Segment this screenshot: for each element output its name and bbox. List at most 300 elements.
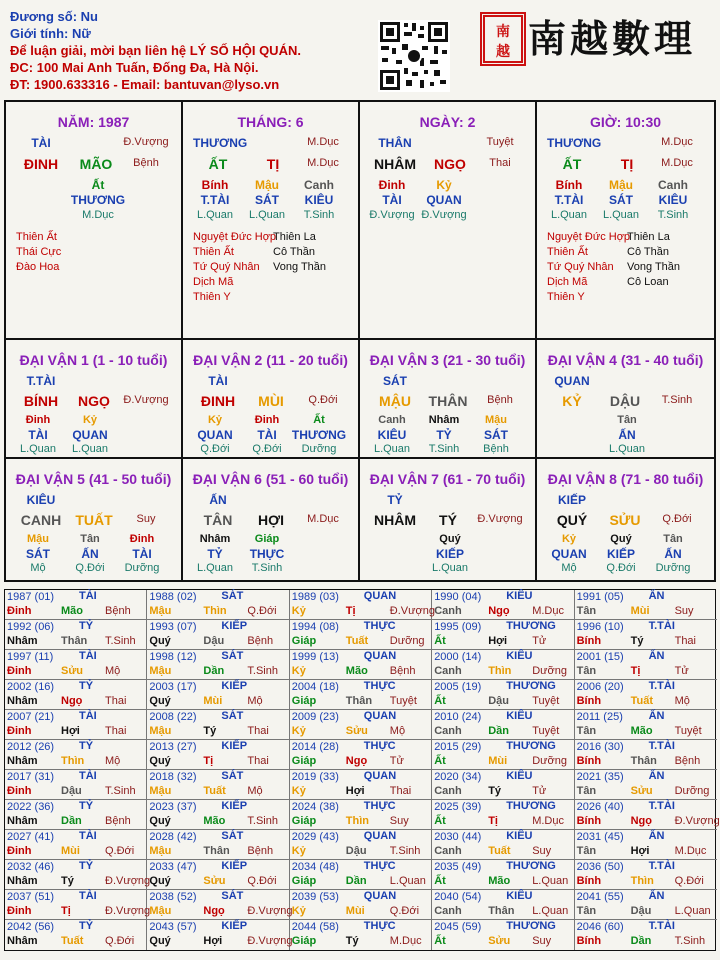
hidden-god: SÁT [255, 193, 279, 207]
year-can: Mậu [149, 725, 172, 737]
year-state: Thai [105, 695, 127, 707]
than-sat-star: Thiên La [627, 231, 670, 243]
hidden-stem: Bính [555, 178, 583, 192]
year-can: Đinh [7, 605, 32, 617]
year-chi: Thân [488, 905, 515, 917]
pillar-can-god: THƯƠNG [547, 136, 602, 150]
hidden-state: M.Dục [82, 209, 114, 221]
year-label: 2036 (50) [576, 861, 624, 873]
year-chi: Tuất [61, 935, 84, 947]
dai-van-hidden-state: L.Quan [431, 562, 469, 574]
year-can: Đinh [7, 905, 32, 917]
year-label: 2034 (48) [291, 861, 339, 873]
dai-van-state: Q.Đới [662, 513, 692, 525]
year-chi: Tuất [345, 635, 369, 647]
dai-van-hidden-stem: Đinh [25, 414, 51, 426]
year-state: L.Quan [389, 875, 426, 887]
year-state: Đ.Vượng [105, 875, 151, 887]
pillar-can-state: M.Dục [661, 136, 693, 148]
year-chi: Sửu [488, 935, 511, 947]
year-can: Ất [434, 935, 446, 947]
year-can: Ất [434, 635, 446, 647]
dai-van-hidden-god: KIẾP [606, 547, 635, 561]
dai-van-hidden-god: TÀI [28, 428, 48, 442]
year-cell [575, 860, 717, 890]
hidden-stem: Bính [201, 178, 229, 192]
dai-van-hidden-stem: Quý [439, 533, 461, 545]
dai-van-hidden-state: T.Sinh [428, 443, 460, 455]
year-label: 2013 (27) [149, 741, 197, 753]
year-label: 2039 (53) [291, 891, 339, 903]
year-chi: Mão [488, 875, 511, 887]
year-label: 1999 (13) [291, 651, 339, 663]
year-label: 1991 (05) [576, 591, 624, 603]
pillar-can: ẤT [208, 156, 228, 172]
dai-van-can: BÍNH [23, 393, 59, 409]
year-label: 1996 (10) [576, 621, 624, 633]
dai-van-can: QUÝ [556, 512, 588, 528]
dai-van-title: ĐẠI VẬN 7 (61 - 70 tuổi) [369, 471, 526, 487]
dai-van-hidden-god: QUAN [72, 428, 108, 442]
year-state: Mộ [105, 665, 121, 677]
year-state: Tử [389, 755, 404, 767]
year-label: 2027 (41) [7, 831, 55, 843]
year-state: Mộ [247, 785, 263, 797]
year-chi: Tý [345, 935, 359, 947]
dai-van-hidden-state: L.Quan [373, 443, 411, 455]
year-can: Tân [576, 785, 597, 797]
year-state: Q.Đới [105, 845, 135, 857]
year-label: 1987 (01) [7, 591, 55, 603]
dai-van-state: T.Sinh [661, 394, 693, 406]
year-cell [575, 740, 717, 770]
year-chi: Mão [630, 725, 653, 737]
year-cell [147, 590, 289, 620]
year-cell [432, 920, 574, 950]
year-cell [290, 920, 432, 950]
year-can: Bính [576, 635, 602, 647]
year-label: 2014 (28) [291, 741, 339, 753]
year-state: Suy [532, 845, 552, 857]
dai-van-hidden-stem: Kỷ [207, 414, 223, 426]
year-label: 2030 (44) [434, 831, 482, 843]
hidden-stem: Kỷ [436, 178, 452, 192]
pillar-can: ẤT [562, 156, 582, 172]
year-can: Nhâm [7, 815, 38, 827]
dai-van-chi: HỢI [258, 512, 284, 528]
year-can: Kỷ [291, 725, 306, 737]
dai-van-god: KIÊU [26, 493, 56, 507]
year-god: KIÊU [506, 650, 533, 662]
year-can: Ất [434, 815, 446, 827]
pillar-can-god: TÀI [31, 136, 51, 150]
year-label: 1989 (03) [291, 591, 339, 603]
year-god: KIẾP [221, 800, 248, 812]
hidden-state: T.Sinh [657, 209, 689, 221]
year-can: Mậu [149, 785, 172, 797]
year-cell [432, 590, 574, 620]
year-chi: Dần [488, 725, 509, 737]
year-cell [5, 830, 147, 860]
year-chi: Dậu [61, 785, 82, 797]
year-can: Quý [149, 755, 171, 767]
pillar-chi: TỊ [266, 156, 280, 172]
year-cell [147, 620, 289, 650]
year-god: SÁT [221, 770, 244, 782]
year-label: 2011 (25) [576, 711, 623, 723]
year-state: L.Quan [532, 905, 569, 917]
year-can: Quý [149, 875, 171, 887]
year-label: 2005 (19) [434, 681, 482, 693]
year-chi: Dần [61, 815, 82, 827]
pillar-can-state: Tuyệt [486, 136, 514, 148]
pillar-chi-state: M.Dục [307, 157, 339, 169]
year-state: Q.Đới [389, 905, 420, 917]
year-chi: Mão [61, 605, 83, 617]
year-chi: Dậu [488, 695, 509, 707]
year-god: ẤN [648, 890, 665, 902]
pillar-can: NHÂM [374, 156, 416, 172]
hidden-god: KIÊU [304, 193, 334, 207]
year-chi: Dậu [630, 905, 652, 917]
year-chi: Mão [345, 665, 368, 677]
year-chi: Mùi [61, 845, 80, 857]
year-state: Thai [674, 635, 696, 647]
year-god: TỶ [79, 860, 94, 872]
year-cell [432, 770, 574, 800]
year-chi: Sửu [345, 725, 368, 737]
pillar-can-state: M.Dục [307, 136, 339, 148]
dai-van-6 [183, 459, 360, 580]
dai-van-title: ĐẠI VẬN 3 (21 - 30 tuổi) [369, 352, 526, 368]
year-god: TỶ [79, 680, 94, 692]
year-state: Dưỡng [389, 635, 425, 647]
year-god: QUAN [363, 770, 397, 782]
year-chi: Dần [630, 935, 652, 947]
year-chi: Thìn [61, 755, 85, 767]
pillar-can: ĐINH [23, 156, 59, 172]
year-god: SÁT [221, 710, 244, 722]
annual-luck-table [4, 589, 720, 951]
year-state: Dưỡng [532, 665, 567, 677]
year-chi: Tý [61, 875, 74, 887]
pillar-chi: TỊ [620, 156, 634, 172]
brand-title: 南越數理 [528, 16, 697, 61]
year-label: 2000 (14) [434, 651, 482, 663]
dai-van-hidden-god: TÀI [132, 547, 152, 561]
year-chi: Tị [345, 605, 356, 617]
pillar-title: NĂM: 1987 [57, 114, 130, 130]
hidden-state: Đ.Vượng [421, 209, 467, 221]
year-label: 2007 (21) [7, 711, 55, 723]
year-can: Bính [576, 875, 602, 887]
year-label: 2022 (36) [7, 801, 55, 813]
year-can: Ất [434, 875, 446, 887]
hidden-stem: Canh [304, 178, 334, 192]
year-state: Đ.Vượng [247, 905, 293, 917]
year-cell [290, 860, 432, 890]
year-god: ẤN [648, 830, 665, 842]
year-label: 2044 (58) [291, 921, 339, 933]
pillar-2 [360, 102, 537, 340]
year-state: T.Sinh [247, 815, 278, 827]
than-sat-star: Thiên Ất [16, 231, 57, 243]
dai-van-hidden-state: L.Quan [196, 562, 234, 574]
year-cell [290, 740, 432, 770]
pillar-1 [183, 102, 360, 340]
year-cell [432, 890, 574, 920]
year-state: Suy [674, 605, 694, 617]
year-cell [290, 770, 432, 800]
dai-van-chi: SỬU [609, 512, 641, 528]
qr-code-image [378, 20, 450, 92]
year-god: KIẾP [221, 860, 248, 872]
hidden-stem: Đinh [378, 178, 406, 192]
dai-van-chi: TUẤT [75, 512, 113, 528]
year-label: 2001 (15) [576, 651, 624, 663]
dai-van-can: NHÂM [374, 512, 416, 528]
year-cell [575, 770, 717, 800]
dai-van-god: KIẾP [557, 493, 586, 507]
year-can: Mậu [149, 845, 172, 857]
pillar-chi: MÃO [79, 156, 113, 172]
dai-van-hidden-state: Q.Đới [75, 562, 105, 574]
year-can: Kỷ [291, 905, 306, 917]
gioi-tinh: Giới tính: Nữ [10, 26, 91, 41]
dai-van-hidden-state: Dưỡng [655, 562, 691, 574]
year-can: Kỷ [291, 605, 306, 617]
than-sat-star: Dịch Mã [193, 276, 234, 288]
year-god: T.TÀI [648, 920, 675, 932]
year-god: ẤN [648, 770, 665, 782]
year-chi: Dậu [203, 635, 225, 647]
year-can: Tân [576, 905, 597, 917]
year-cell [147, 890, 293, 920]
year-chi: Hợi [61, 725, 80, 737]
year-label: 2019 (33) [291, 771, 339, 783]
year-chi: Ngọ [61, 695, 83, 707]
year-can: Đinh [7, 665, 32, 677]
year-god: THƯƠNG [506, 800, 556, 812]
year-can: Tân [576, 665, 597, 677]
year-chi: Ngọ [203, 905, 225, 917]
hidden-state: L.Quan [248, 209, 286, 221]
year-chi: Tý [203, 725, 217, 737]
year-label: 2009 (23) [291, 711, 339, 723]
year-label: 2004 (18) [291, 681, 339, 693]
dai-van-hidden-stem: Tân [617, 414, 637, 426]
year-can: Bính [576, 695, 602, 707]
year-cell [432, 860, 574, 890]
year-label: 2017 (31) [7, 771, 55, 783]
year-state: T.Sinh [105, 635, 136, 647]
year-cell [5, 620, 147, 650]
dai-van-hidden-stem: Kỷ [561, 533, 577, 545]
year-cell [575, 830, 717, 860]
year-label: 2023 (37) [149, 801, 197, 813]
year-state: T.Sinh [247, 665, 278, 677]
year-cell [5, 680, 147, 710]
dai-van-2 [183, 340, 360, 459]
year-state: L.Quan [532, 875, 569, 887]
year-label: 2002 (16) [7, 681, 55, 693]
dai-van-can: TÂN [203, 512, 233, 528]
pillar-title: NGÀY: 2 [419, 114, 476, 130]
year-god: KIẾP [221, 620, 248, 632]
dai-van-hidden-god: KIÊU [377, 428, 407, 442]
year-god: KIÊU [506, 710, 533, 722]
year-state: Tử [532, 635, 547, 647]
year-state: Mộ [105, 755, 121, 767]
year-can: Bính [576, 815, 602, 827]
dai-van-7 [360, 459, 537, 580]
year-chi: Tị [488, 815, 498, 827]
year-cell [575, 920, 717, 950]
year-state: Thai [389, 785, 412, 797]
year-god: TÀI [79, 890, 97, 902]
dai-van-hidden-state: Q.Đới [200, 443, 230, 455]
year-god: T.TÀI [648, 620, 675, 632]
year-label: 2043 (57) [149, 921, 197, 933]
pillar-3 [537, 102, 714, 340]
duong-so: Đương số: Nu [10, 9, 98, 24]
dai-van-hidden-stem: Tân [663, 533, 683, 545]
year-chi: Tị [630, 665, 641, 677]
year-label: 2031 (45) [576, 831, 624, 843]
dai-van-hidden-state: T.Sinh [251, 562, 283, 574]
dai-van-can: CANH [20, 512, 62, 528]
dai-van-title: ĐẠI VẬN 8 (71 - 80 tuổi) [547, 471, 704, 487]
year-label: 1998 (12) [149, 651, 197, 663]
year-chi: Ngọ [345, 755, 368, 767]
dai-van-hidden-god: TÀI [257, 428, 277, 442]
year-label: 2003 (17) [149, 681, 197, 693]
dai-van-hidden-god: ẤN [664, 547, 682, 561]
year-chi: Hợi [345, 785, 365, 797]
year-can: Mậu [149, 905, 172, 917]
year-god: THỰC [363, 800, 396, 812]
year-god: TỶ [79, 800, 94, 812]
year-cell [575, 680, 717, 710]
year-god: THƯƠNG [506, 740, 556, 752]
year-label: 2041 (55) [576, 891, 624, 903]
dai-van-hidden-god: ẤN [618, 428, 636, 442]
year-chi: Sửu [630, 785, 653, 797]
dai-van-hidden-stem: Đinh [129, 533, 155, 545]
year-cell [290, 710, 432, 740]
year-cell [290, 830, 432, 860]
year-state: Mộ [247, 695, 263, 707]
year-label: 1990 (04) [434, 591, 482, 603]
year-cell [5, 710, 147, 740]
dai-van-chi: THÂN [428, 393, 468, 409]
year-chi: Ngọ [630, 815, 652, 827]
bazi-grid [4, 100, 716, 582]
year-can: Canh [434, 665, 462, 677]
year-state: M.Dục [389, 935, 422, 947]
year-god: ẤN [648, 710, 665, 722]
year-can: Nhâm [7, 875, 38, 887]
year-label: 2028 (42) [149, 831, 197, 843]
dai-van-god: TÀI [208, 374, 228, 388]
year-can: Nhâm [7, 935, 38, 947]
dai-van-4 [537, 340, 714, 459]
dai-van-hidden-state: Dưỡng [124, 562, 160, 574]
year-god: T.TÀI [648, 800, 675, 812]
year-label: 2045 (59) [434, 921, 482, 933]
year-state: Q.Đới [674, 875, 704, 887]
year-state: Bệnh [247, 635, 274, 647]
year-cell [290, 620, 432, 650]
year-state: M.Dục [674, 845, 707, 857]
year-state: Thai [247, 725, 269, 737]
year-state: Tử [674, 665, 689, 677]
year-cell [575, 710, 717, 740]
year-chi: Ngọ [488, 605, 510, 617]
year-can: Giáp [291, 935, 317, 947]
year-cell [147, 740, 289, 770]
year-state: Tuyệt [532, 695, 560, 707]
pillar-can-god: THÂN [378, 136, 412, 150]
year-state: Bệnh [389, 665, 416, 677]
than-sat-star: Nguyệt Đức Hợp [547, 231, 631, 243]
year-chi: Dần [203, 665, 225, 677]
year-state: L.Quan [674, 905, 711, 917]
dai-van-hidden-god: THƯƠNG [291, 428, 347, 442]
phone-email-line: ĐT: 1900.633316 - Email: bantuvan@lyso.vn [10, 77, 280, 92]
hidden-stem: Mậu [255, 178, 279, 192]
qr-code[interactable] [378, 20, 450, 92]
dai-van-can: ĐINH [200, 393, 236, 409]
dai-van-hidden-stem: Quý [610, 533, 632, 545]
dai-van-title: ĐẠI VẬN 4 (31 - 40 tuổi) [547, 352, 704, 368]
dai-van-hidden-stem: Kỷ [82, 414, 98, 426]
year-can: Kỷ [291, 785, 306, 797]
dai-van-hidden-god: THỰC [249, 547, 285, 561]
year-can: Nhâm [7, 755, 38, 767]
year-god: KIÊU [506, 890, 533, 902]
year-can: Kỷ [291, 665, 306, 677]
year-chi: Mão [203, 815, 226, 827]
dai-van-state: Suy [136, 513, 156, 525]
year-state: T.Sinh [389, 845, 421, 857]
dai-van-hidden-stem: Đinh [254, 414, 280, 426]
year-state: M.Dục [532, 815, 564, 827]
hidden-stem: Canh [658, 178, 688, 192]
dai-van-god: SÁT [383, 374, 407, 388]
than-sat-star: Dịch Mã [547, 276, 588, 288]
year-state: Thai [247, 755, 269, 767]
year-state: Tuyệt [532, 725, 560, 737]
year-god: THƯƠNG [506, 680, 556, 692]
red-seal-logo [480, 12, 526, 66]
than-sat-star: Thiên Ất [547, 246, 588, 258]
year-can: Canh [434, 785, 462, 797]
year-chi: Tý [488, 785, 502, 797]
dai-van-state: Đ.Vượng [477, 513, 523, 525]
hidden-state: L.Quan [602, 209, 640, 221]
year-can: Quý [149, 635, 171, 647]
year-cell [432, 830, 574, 860]
dai-van-hidden-stem: Nhâm [428, 414, 460, 426]
year-can: Nhâm [7, 695, 38, 707]
year-label: 2026 (40) [576, 801, 624, 813]
dai-van-8 [537, 459, 714, 580]
year-god: TÀI [79, 770, 97, 782]
year-label: 1992 (06) [7, 621, 55, 633]
than-sat-star: Thiên Y [193, 291, 231, 303]
year-label: 2015 (29) [434, 741, 482, 753]
